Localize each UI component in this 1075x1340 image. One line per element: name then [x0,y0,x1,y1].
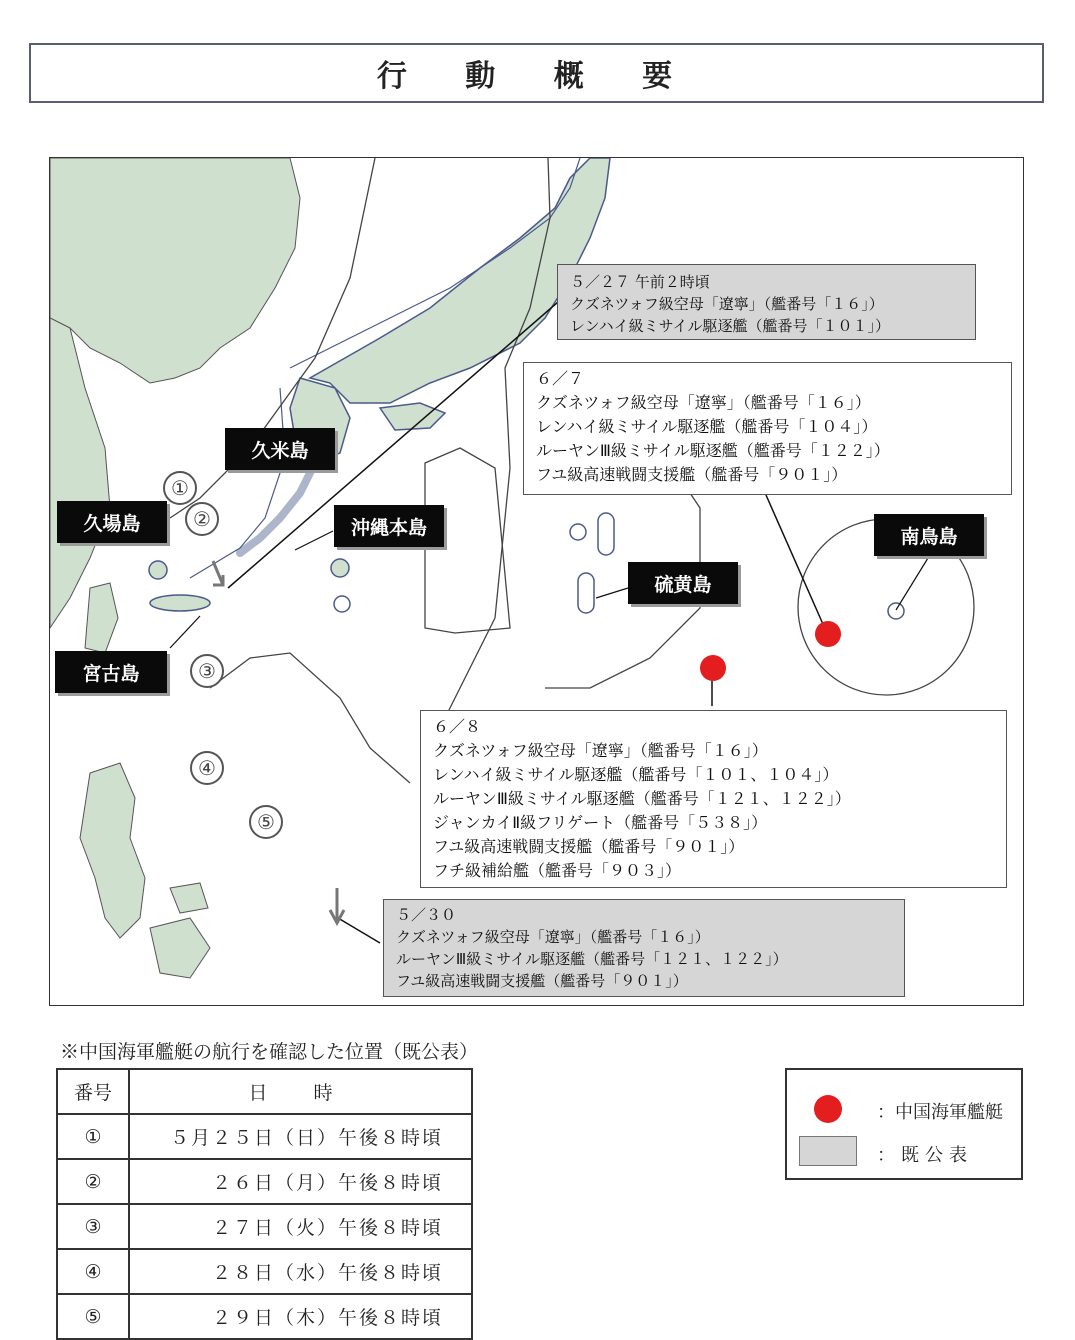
info-line: ルーヤンⅢ級ミサイル駆逐艦（艦番号「１２１、１２２」） [433,789,851,808]
leader-may30 [338,918,380,943]
info-line: クズネツォフ級空母「遼寧」（艦番号「１６」） [433,741,768,760]
minamitori-island [888,603,904,619]
taiwan [85,583,118,653]
leader-okinawa [295,531,333,550]
row-number: ③ [57,1204,129,1249]
info-line: ジャンカイⅡ級フリゲート（艦番号「５３８」） [433,813,768,832]
info-line: ルーヤンⅢ級ミサイル駆逐艦（艦番号「１２１、１２２」） [396,950,788,968]
info-line: クズネツォフ級空母「遼寧」（艦番号「１６」） [570,295,884,313]
header-number: 番号 [57,1069,129,1114]
position-marker-4: ④ [190,751,224,785]
leader-iwoto [596,588,628,598]
info-box-jun8 [420,710,1007,888]
position-marker-3: ③ [190,654,224,688]
iwoto-island-1 [570,524,586,540]
header-datetime: 日 時 [129,1069,472,1114]
legend-published-label: ：既公表 [877,1145,973,1166]
row-datetime: ２８日（水）午後８時頃 [129,1249,472,1294]
philippines-isle [170,883,208,913]
row-number: ② [57,1159,129,1204]
leader-miyako [170,616,200,648]
korean-peninsula [50,158,300,383]
leader-minamitori [896,558,928,610]
ship-marker-jun7 [815,621,841,647]
gray-box-icon [799,1136,857,1166]
legend [785,1068,1023,1180]
info-box-may30 [383,899,905,997]
position-marker-5: ⑤ [249,805,283,839]
philippines-south [150,918,210,978]
label-iwoto: 硫黄島 [628,562,738,604]
table-row [57,1159,472,1204]
ryukyu-chain [240,473,310,553]
info-line: フユ級高速戦闘支援艦（艦番号「９０１」） [536,465,848,484]
label-miyako: 宮古島 [55,651,167,693]
info-line: レンハイ級ミサイル駆逐艦（艦番号「１０１、１０４」） [433,765,839,784]
info-line: フユ級高速戦闘支援艦（艦番号「９０１」） [396,972,688,990]
ship-marker-jun8 [700,655,726,681]
japan-shikoku [380,403,445,430]
map-panel [49,157,1024,1006]
miyako-island [150,595,210,611]
label-okinawa: 沖縄本島 [334,505,444,547]
table-row [57,1204,472,1249]
table-row [57,1114,472,1159]
row-number: ① [57,1114,129,1159]
info-line: クズネツォフ級空母「遼寧」（艦番号「１６」） [536,393,871,412]
row-number: ④ [57,1249,129,1294]
info-line: フユ級高速戦闘支援艦（艦番号「９０１」） [433,837,745,856]
row-number: ⑤ [57,1294,129,1339]
info-line: ルーヤンⅢ級ミサイル駆逐艦（艦番号「１２２」） [536,441,890,460]
position-table [56,1068,473,1340]
row-datetime: ５月２５日（日）午後８時頃 [129,1114,472,1159]
china-coast [50,318,110,628]
label-minamitori: 南鳥島 [874,514,984,556]
table-row [57,1294,472,1339]
leader-jun7 [766,495,826,631]
table-caption: ※中国海軍艦艇の航行を確認した位置（既公表） [60,1041,479,1063]
label-kuba: 久場島 [57,501,167,543]
row-datetime: ２７日（火）午後８時頃 [129,1204,472,1249]
page-title: 行 動 概 要 [29,43,1044,103]
arrow-may30-icon [330,888,344,923]
info-line: ５／２７ 午前２時頃 [570,273,710,291]
info-line: フチ級補給艦（艦番号「９０３」） [433,861,682,880]
info-line: レンハイ級ミサイル駆逐艦（艦番号「１０４」） [536,417,878,436]
position-marker-2: ② [185,502,219,536]
kume-island [331,559,349,577]
table-row [57,1249,472,1294]
info-box-may27 [557,264,976,340]
info-line: レンハイ級ミサイル駆逐艦（艦番号「１０１」） [570,317,891,335]
philippines [80,763,145,938]
iwoto-island-2 [598,513,614,555]
info-line: ５／３０ [396,906,457,924]
red-dot-icon [814,1095,842,1123]
info-line: クズネツォフ級空母「遼寧」（艦番号「１６」） [396,928,710,946]
info-line: ６／８ [433,717,482,736]
daito-island [334,596,350,612]
legend-ship-label: ：中国海軍艦艇 [877,1102,1003,1123]
kuba-island [149,561,167,579]
info-line: ６／７ [536,369,585,388]
row-datetime: ２６日（月）午後８時頃 [129,1159,472,1204]
table-header-row [57,1069,472,1114]
position-marker-1: ① [163,471,197,505]
arrow-may27-icon [213,561,223,585]
iwoto-island-3 [578,573,594,613]
label-kume: 久米島 [225,428,335,470]
info-box-jun7 [523,362,1012,495]
row-datetime: ２９日（木）午後８時頃 [129,1294,472,1339]
